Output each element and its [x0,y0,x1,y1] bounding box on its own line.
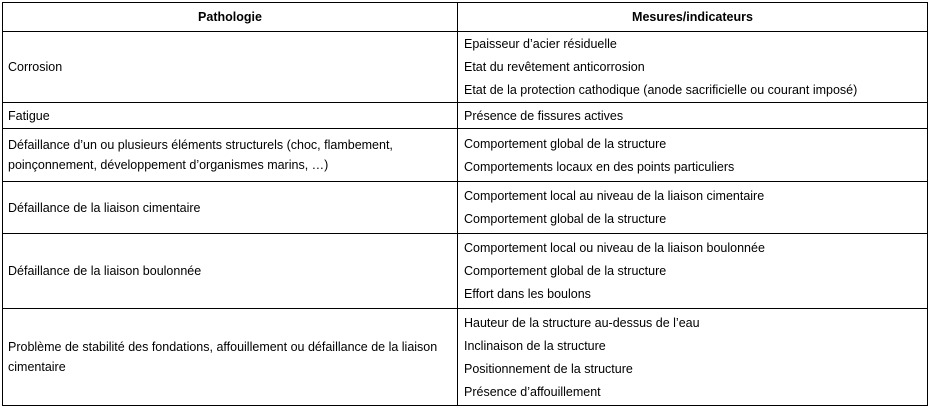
header-mesures: Mesures/indicateurs [458,3,928,32]
pathologie-cell: Problème de stabilité des fondations, affouillement ou défaillance de la liaison cimentaire [3,309,458,406]
table-row [3,182,928,234]
pathologie-cell: Corrosion [3,32,458,103]
mesure-item: Comportement local ou niveau de la liaison boulonnée [464,241,765,255]
mesure-item: Positionnement de la structure [464,361,633,376]
table-row [3,309,928,406]
mesure-item: Comportement global de la structure [464,136,667,151]
mesure-item: Hauteur de la structure au-dessus de l’eau [464,315,700,330]
mesure-item: Etat de la protection cathodique (anode sacrificielle ou courant imposé) [464,83,858,97]
mesures-cell [458,103,928,129]
mesures-cell [458,129,928,182]
mesure-item: Comportement global de la structure [464,212,667,226]
mesure-item: Comportements locaux en des points particuliers [464,159,735,174]
pathologie-cell: Fatigue [3,103,458,129]
table-header-row [3,3,928,32]
mesure-item: Comportement global de la structure [464,264,667,278]
pathologie-cell: Défaillance d’un ou plusieurs éléments structurels (choc, flambement, poinçonnement, développement d’organismes marins, …) [3,129,458,182]
mesures-cell [458,182,928,234]
mesures-cell [458,309,928,406]
pathologie-cell: Défaillance de la liaison cimentaire [3,182,458,234]
table-row [3,129,928,182]
mesure-item: Effort dans les boulons [464,287,591,301]
mesures-cell [458,32,928,103]
mesure-item: Présence de fissures actives [464,108,624,123]
mesure-item: Etat du revêtement anticorrosion [464,60,645,74]
table-row [3,32,928,103]
mesure-item: Epaisseur d’acier résiduelle [464,37,617,51]
pathologie-cell: Défaillance de la liaison boulonnée [3,234,458,309]
mesure-item: Comportement local au niveau de la liaison cimentaire [464,189,765,203]
table-row [3,103,928,129]
mesures-cell [458,234,928,309]
table-row [3,234,928,309]
mesure-item: Inclinaison de la structure [464,338,606,353]
pathologies-table [2,2,928,406]
header-pathologie: Pathologie [3,3,458,32]
mesure-item: Présence d’affouillement [464,384,601,399]
